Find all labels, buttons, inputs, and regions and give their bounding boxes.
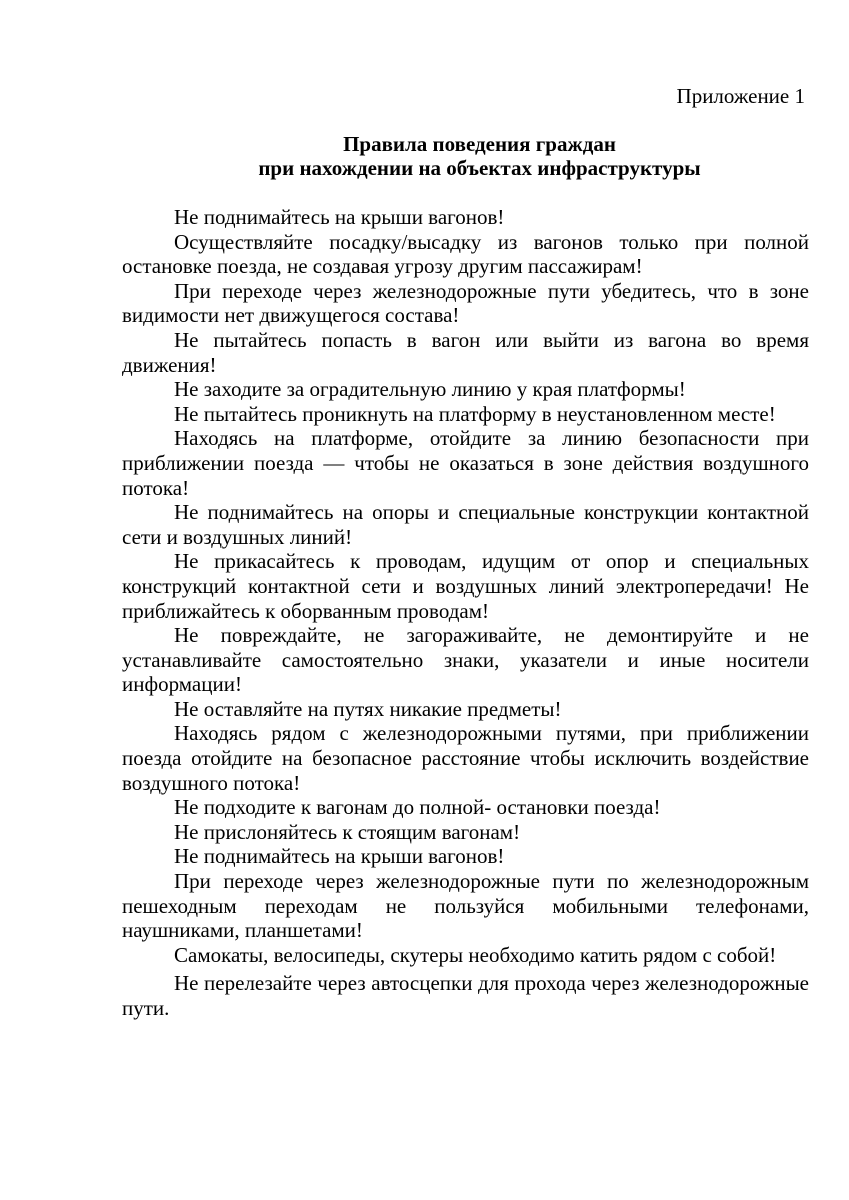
rule-item: Не пытайтесь попасть в вагон или выйти из вагона во время движения! [122,327,809,377]
rule-item: При переходе через железнодорожные пути убедитесь, что в зоне видимости нет движущегося состава! [122,278,809,328]
rule-item: Самокаты, велосипеды, скутеры необходимо катить рядом с собой! [174,942,777,967]
rule-item: Не прикасайтесь к проводам, идущим от опор и специальных конструкций контактной сети и воздушных линий электропередачи! Не приближайтесь к оборванным проводам! [122,549,809,623]
title-line-1: Правила поведения граждан [343,132,616,156]
rule-item: При переходе через железнодорожные пути по железнодорожным пешеходным переходам не пользуйся мобильными телефонами, наушниками, планшетами! [122,869,809,943]
rule-item: Осуществляйте посадку/высадку из вагонов только при полной остановке поезда, не создавая угрозу другим пассажирам! [122,229,809,279]
rule-item: Не пытайтесь проникнуть на платформу в неустановленном месте! [174,401,776,426]
rule-item: Не поднимайтесь на опоры и специальные конструкции контактной сети и воздушных линий! [122,500,809,549]
rule-item: Не поднимайтесь на крыши вагонов! [174,844,505,869]
rule-item: Не оставляйте на путях никакие предметы! [174,696,562,721]
rule-item: Находясь на платформе, отойдите за линию безопасности при приближении поезда — чтобы не оказаться в зоне действия воздушного потока! [122,426,809,500]
rule-item: Не заходите за оградительную линию у края платформы! [174,377,686,402]
rule-item: Не перелезайте через автосцепки для прохода через железнодорожные пути. [122,971,809,1020]
title-line-2: при нахождении на объектах инфраструктуры [258,156,701,180]
rule-item: Не подходите к вагонам до полной- остановки поезда! [174,795,661,820]
document-title [0,132,849,180]
rules-list [122,205,809,1021]
appendix-label: Приложение 1 [676,84,805,108]
rule-item: Не прислоняйтесь к стоящим вагонам! [174,819,521,844]
rule-item: Находясь рядом с железнодорожными путями, при приближении поезда отойдите на безопасное расстояние чтобы исключить воздействие воздушного потока! [122,721,809,795]
rule-item: Не повреждайте, не загораживайте, не демонтируйте и не устанавливайте самостоятельно знаки, указатели и иные носители информации! [122,623,809,697]
rule-item: Не поднимайтесь на крыши вагонов! [174,205,505,229]
